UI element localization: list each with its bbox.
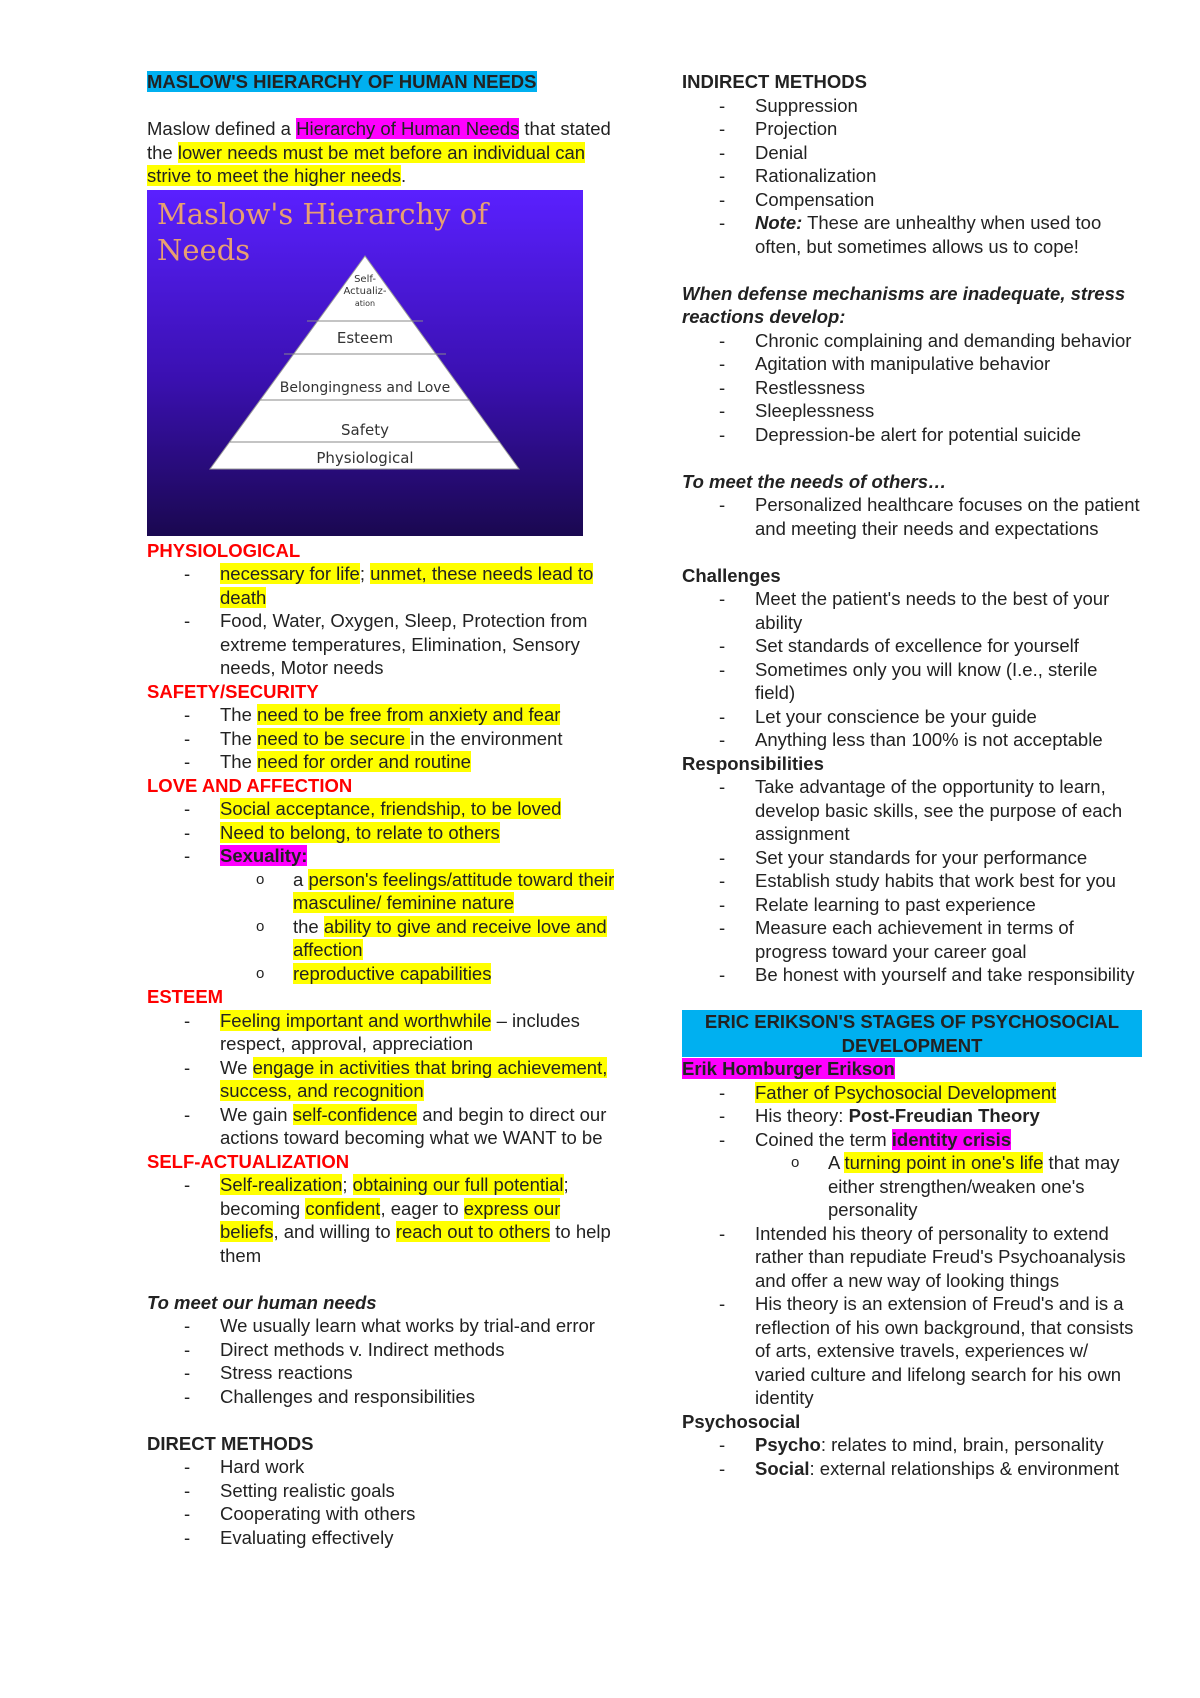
list-item: - We engage in activities that bring achievement, success, and recognition: [147, 1056, 617, 1103]
meet-needs-list: [147, 1314, 617, 1408]
self-actualization-list: [147, 1173, 617, 1267]
love-heading: LOVE AND AFFECTION: [147, 774, 353, 796]
responsibilities-heading: Responsibilities: [682, 752, 824, 774]
list-item: - Sometimes only you will know (I.e., sterile field): [682, 658, 1142, 705]
list-item: - Agitation with manipulative behavior: [682, 352, 1142, 376]
level-physiological: Physiological: [316, 448, 414, 467]
list-item: - Establish study habits that work best for you: [682, 869, 1142, 893]
list-item: - necessary for life; unmet, these needs lead to death: [147, 562, 617, 609]
level-belongingness: Belongingness and Love: [279, 379, 451, 396]
psychosocial-heading: Psychosocial: [682, 1410, 801, 1432]
list-item: - Let your conscience be your guide: [682, 705, 1142, 729]
list-item: - Chronic complaining and demanding behavior: [682, 329, 1142, 353]
list-item: - Meet the patient's needs to the best of your ability: [682, 587, 1142, 634]
main-title: MASLOW'S HIERARCHY OF HUMAN NEEDS: [147, 71, 537, 92]
others-list: [682, 493, 1142, 540]
list-item: - Compensation: [682, 188, 1142, 212]
list-item: - Depression-be alert for potential suicide: [682, 423, 1142, 447]
list-item: - Measure each achievement in terms of progress toward your career goal: [682, 916, 1142, 963]
level-self-actualization-3: ation: [354, 298, 376, 308]
list-item: - Rationalization: [682, 164, 1142, 188]
list-item: - Social acceptance, friendship, to be loved: [147, 797, 617, 821]
list-item: - Challenges and responsibilities: [147, 1385, 617, 1409]
others-heading: To meet the needs of others…: [682, 470, 947, 492]
indirect-methods-heading: INDIRECT METHODS: [682, 71, 867, 92]
list-item: - Self-realization; obtaining our full potential; becoming confident, eager to express our beliefs, and willing to reach out to others to help them: [147, 1173, 617, 1267]
physiological-heading: PHYSIOLOGICAL: [147, 539, 301, 561]
list-item: - Psycho: relates to mind, brain, personality: [682, 1433, 1142, 1457]
list-item: - Setting realistic goals: [147, 1479, 617, 1503]
love-list: [147, 797, 617, 985]
list-item: - Food, Water, Oxygen, Sleep, Protection from extreme temperatures, Elimination, Sensory needs, Motor needs: [147, 609, 617, 680]
list-item: - Sexuality:: [147, 844, 617, 868]
list-item: - Need to belong, to relate to others: [147, 821, 617, 845]
level-self-actualization-1: Self-: [354, 273, 376, 285]
list-item: - Take advantage of the opportunity to learn, develop basic skills, see the purpose of each assignment: [682, 775, 1142, 846]
level-safety: Safety: [341, 420, 389, 439]
safety-heading: SAFETY/SECURITY: [147, 680, 319, 702]
list-item: - Be honest with yourself and take responsibility: [682, 963, 1142, 987]
list-item: - Suppression: [682, 94, 1142, 118]
erikson-name: Erik Homburger Erikson: [682, 1058, 895, 1079]
indirect-methods-list: [682, 94, 1142, 259]
list-item: - Father of Psychosocial Development: [682, 1081, 1142, 1105]
list-item: - Coined the term identity crisis: [682, 1128, 1142, 1152]
direct-methods-list: [147, 1455, 617, 1549]
list-item: - Evaluating effectively: [147, 1526, 617, 1550]
maslow-pyramid-figure: [147, 190, 583, 536]
right-column: [682, 70, 1142, 1480]
list-item: - Sleeplessness: [682, 399, 1142, 423]
list-item: - The need for order and routine: [147, 750, 617, 774]
list-item: - His theory: Post-Freudian Theory: [682, 1104, 1142, 1128]
list-item: - Restlessness: [682, 376, 1142, 400]
list-item: - We gain self-confidence and begin to direct our actions toward becoming what we WANT to be: [147, 1103, 617, 1150]
list-item: - Set your standards for your performance: [682, 846, 1142, 870]
esteem-heading: ESTEEM: [147, 986, 224, 1007]
list-item: - Anything less than 100% is not acceptable: [682, 728, 1142, 752]
erikson-list: [682, 1081, 1142, 1410]
esteem-list: [147, 1009, 617, 1150]
sub-list-item: o a person's feelings/attitude toward their masculine/ feminine nature: [147, 868, 617, 915]
list-item: - Feeling important and worthwhile – includes respect, approval, appreciation: [147, 1009, 617, 1056]
list-item: - The need to be secure in the environment: [147, 727, 617, 751]
list-item: - Set standards of excellence for yourself: [682, 634, 1142, 658]
direct-methods-heading: DIRECT METHODS: [147, 1432, 314, 1454]
physiological-list: [147, 562, 617, 680]
level-self-actualization-2: Actualiz-: [343, 285, 387, 297]
challenges-list: [682, 587, 1142, 752]
challenges-heading: Challenges: [682, 564, 781, 586]
sub-list-item: o reproductive capabilities: [147, 962, 617, 986]
psychosocial-list: [682, 1433, 1142, 1480]
list-item: - We usually learn what works by trial-and error: [147, 1314, 617, 1338]
left-column: [147, 70, 617, 1549]
list-item: - His theory is an extension of Freud's and is a reflection of his own background, that consists of arts, extensive travels, experiences w/ varied culture and lifelong search for his own identity: [682, 1292, 1142, 1410]
stress-list: [682, 329, 1142, 447]
self-actualization-heading: SELF-ACTUALIZATION: [147, 1150, 350, 1172]
intro-paragraph: Maslow defined a Hierarchy of Human Needs that stated the lower needs must be met before an individual can strive to meet the higher needs.: [147, 118, 611, 186]
list-item: - The need to be free from anxiety and fear: [147, 703, 617, 727]
responsibilities-list: [682, 775, 1142, 987]
list-item: - Projection: [682, 117, 1142, 141]
list-item: - Intended his theory of personality to extend rather than repudiate Freud's Psychoanalysis and offer a new way of looking things: [682, 1222, 1142, 1293]
list-item: - Denial: [682, 141, 1142, 165]
figure-title-line1: Maslow's Hierarchy of: [157, 196, 488, 231]
list-item: - Direct methods v. Indirect methods: [147, 1338, 617, 1362]
level-esteem: Esteem: [336, 328, 394, 347]
meet-needs-heading: To meet our human needs: [147, 1291, 377, 1313]
stress-heading: When defense mechanisms are inadequate, stress reactions develop:: [682, 282, 1126, 327]
erikson-heading: ERIC ERIKSON'S STAGES OF PSYCHOSOCIAL DEVELOPMENT: [682, 1010, 1142, 1057]
figure-title-line2: Needs: [157, 232, 251, 267]
list-item: - Note: These are unhealthy when used too often, but sometimes allows us to cope!: [682, 211, 1142, 258]
list-item: - Stress reactions: [147, 1361, 617, 1385]
list-item: - Cooperating with others: [147, 1502, 617, 1526]
list-item: - Social: external relationships & environment: [682, 1457, 1142, 1481]
safety-list: [147, 703, 617, 774]
sub-list-item: o the ability to give and receive love and affection: [147, 915, 617, 962]
list-item: - Hard work: [147, 1455, 617, 1479]
list-item: - Relate learning to past experience: [682, 893, 1142, 917]
sub-list-item: o A turning point in one's life that may either strengthen/weaken one's personality: [682, 1151, 1142, 1222]
list-item: - Personalized healthcare focuses on the patient and meeting their needs and expectations: [682, 493, 1142, 540]
